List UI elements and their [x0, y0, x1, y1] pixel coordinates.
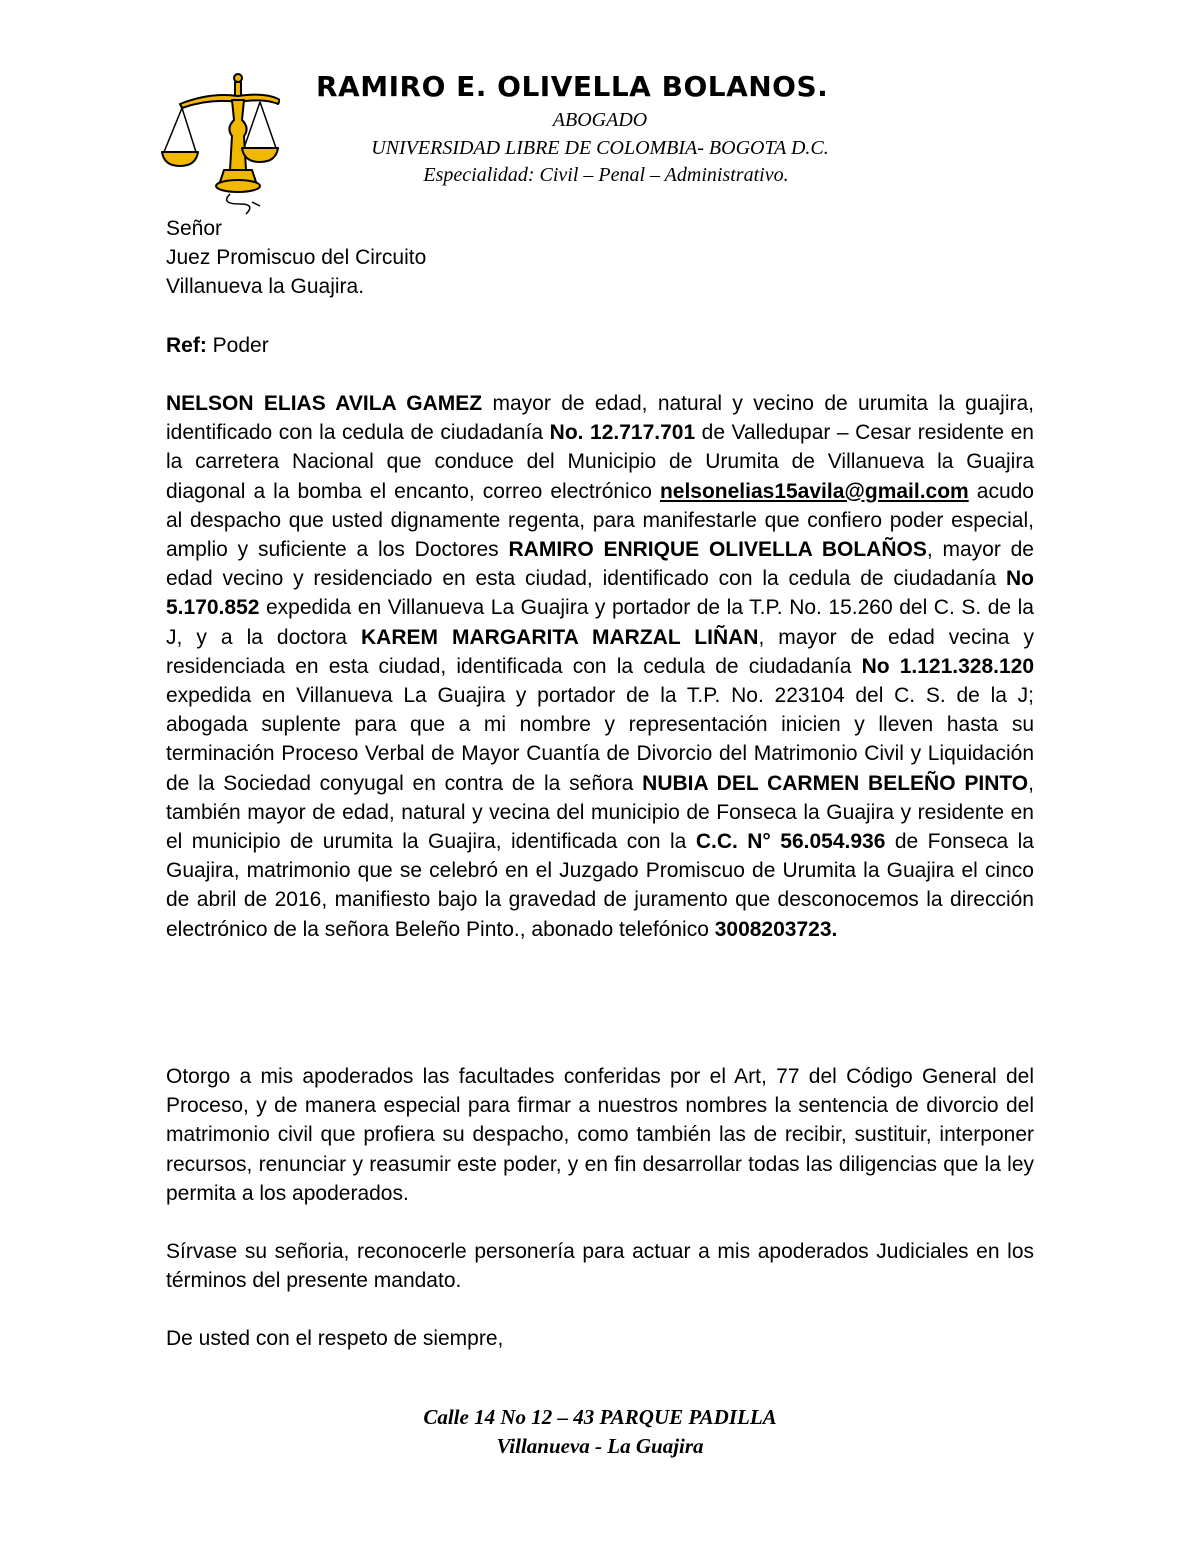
email-link[interactable]: nelsonelias15avila@gmail.com — [659, 479, 969, 503]
university: UNIVERSIDAD LIBRE DE COLOMBIA- BOGOTA D.C. — [371, 137, 829, 159]
attorney-id: No 5.170.852 — [166, 567, 1034, 620]
recipient-location: Villanueva la Guajira. — [166, 275, 365, 299]
grantor-name: NELSON ELIAS AVILA GAMEZ — [166, 392, 483, 415]
paragraph-faculties: Otorgo a mis apoderados las facultades conferidas por el Art, 77 del Código General del Proceso, y de manera especial para firmar a nuestros nombres la sentencia de divorcio del matrimonio civil que profiera su despacho, como también las de recibir, sustituir, interponer recursos, renunciar y reasumir este poder, y en fin desarrollar todas las diligencias que la ley permita a los apoderados. — [166, 1065, 1034, 1205]
grantor-id: No. 12.717.701 — [549, 421, 696, 445]
text-span: de Valledupar – Cesar residente en la carretera Nacional que conduce del Municipio de Urumita de Villanueva la Guajira diagonal a la bomba el encanto, correo electrónico — [166, 421, 1034, 503]
text-span: de Fonseca la Guajira, matrimonio que se celebró en el Juzgado Promiscuo de Urumita la Guajira el cinco de abril de 2016, manifiesto bajo la gravedad de juramento que desconocemos la dirección electrónico de la señora Beleño Pinto., abonado telefónico — [166, 830, 1034, 941]
recipient-block — [166, 214, 1034, 302]
footer-street: Calle 14 No 12 – 43 PARQUE PADILLA — [423, 1405, 777, 1429]
text-span: , también mayor de edad, natural y vecina del municipio de Fonseca la Guajira y residente en el municipio de urumita la Guajira, identificada con la — [166, 771, 1034, 854]
reference-value: Poder — [206, 334, 269, 357]
scales-of-justice-icon — [160, 70, 280, 220]
specialty: Especialidad: Civil – Penal – Administrativo. — [423, 164, 789, 186]
respondent-id: C.C. N° 56.054.936 — [695, 830, 886, 854]
paragraph-request: Sírvase su señoria, reconocerle personería para actuar a mis apoderados Judiciales en los términos del presente mandato. — [166, 1240, 1034, 1293]
lawyer-name: RAMIRO E. OLIVELLA BOLANOS. — [316, 70, 829, 103]
text-span: expedida en Villanueva La Guajira y portador de la T.P. No. 15.260 del C. S. de la J, y a la doctora — [166, 596, 1034, 649]
footer-address — [300, 1403, 900, 1461]
footer-city: Villanueva - La Guajira — [496, 1434, 704, 1458]
paragraph-closing: De usted con el respeto de siempre, — [166, 1327, 504, 1350]
attorney-name: RAMIRO ENRIQUE OLIVELLA BOLAÑOS — [508, 538, 927, 562]
recipient-salutation: Señor — [166, 217, 223, 240]
text-span: acudo al despacho que usted dignamente regenta, para manifestarle que confiero poder especial, amplio y suficiente a los Doctores — [166, 479, 1034, 562]
text-span: , mayor de edad vecina y residenciada en esta ciudad, identificada con la cedula de ciudadanía — [166, 625, 1034, 678]
reference-line — [166, 331, 1034, 360]
respondent-name: NUBIA DEL CARMEN BELEÑO PINTO — [642, 771, 1029, 795]
paragraph-power-grant — [166, 389, 1034, 944]
substitute-attorney-id: No 1.121.328.120 — [861, 654, 1034, 678]
phone-number: 3008203723. — [714, 917, 838, 941]
recipient-title: Juez Promiscuo del Circuito — [166, 246, 427, 270]
text-span: , mayor de edad vecino y residenciado en esta ciudad, identificado con la cedula de ciudadanía — [166, 538, 1034, 591]
text-span: expedida en Villanueva La Guajira y portador de la T.P. No. 223104 del C. S. de la J; abogada suplente para que a mi nombre y representación inicien y lleven hasta su terminación Proceso Verbal de Mayor Cuantía de Divorcio del Matrimonio Civil y Liquidación de la Sociedad conyugal en contra de la señora — [166, 684, 1034, 795]
text-span: mayor de edad, natural y vecino de urumita la guajira, identificado con la cedula de ciudadanía — [166, 392, 1034, 445]
substitute-attorney-name: KAREM MARGARITA MARZAL LIÑAN — [361, 625, 759, 649]
reference-label: Ref: — [166, 334, 207, 357]
profession: ABOGADO — [552, 109, 648, 131]
